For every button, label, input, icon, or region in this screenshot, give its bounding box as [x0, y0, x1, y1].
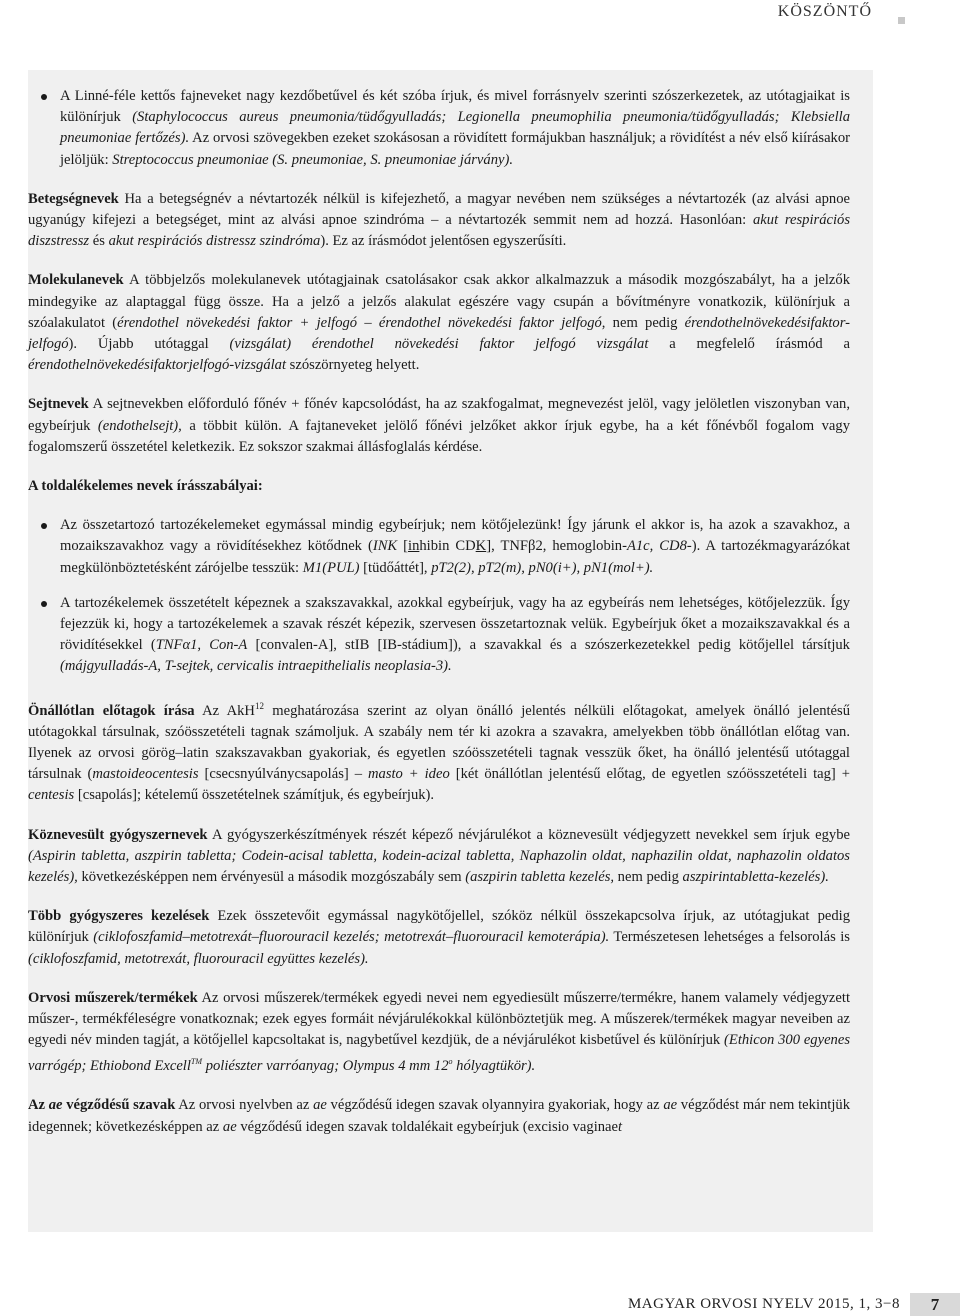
paragraph-heading: Köznevesült gyógyszernevek	[28, 826, 208, 843]
bullet-linne: A Linné-féle kettős fajneveket nagy kezdőbetűvel és két szóba írjuk, és mivel forrásnyelv szerinti szószerkezetek, az utótagjaikat is különírjuk (Staphylococcus aureus pneumonia/tüdőgyulladás; Legionella pneumophilia pneumonia/tüdőgyulladás; Klebsiella pneumoniae fertőzés). Az orvosi szövegekben ezeket szokásosan a rövidített formájukban használjuk; a rövidítést a név első kiírásakor jelöljük: Streptococcus pneumoniae (S. pneumoniae, S. pneumoniae járvány).	[28, 86, 850, 171]
section-label: KÖSZÖNTŐ	[777, 3, 872, 20]
journal-citation: MAGYAR ORVOSI NYELV 2015, 1, 3−8	[627, 1296, 900, 1312]
paragraph-heading: Orvosi műszerek/termékek	[28, 989, 198, 1006]
paragraph-heading: Az ae végződésű szavak	[28, 1097, 176, 1114]
section-heading-toldalek: A toldalékelemes nevek írásszabályai:	[28, 478, 263, 495]
paragraph-tobb-gyogyszeres-kezelesek: Több gyógyszeres kezelések Ezek összetevőit egymással nagykötőjellel, szóköz nélkül összekapcsolva írjuk, az utótagjukat pedig különírjuk (ciklofoszfamid–metotrexát–fluorouracil kezelés; metotrexát–fluorouracil kemoterápia). Természetesen lehetséges a felsorolás is (ciklofoszfamid, metotrexát, fluorouracil együttes kezelés).	[28, 908, 850, 967]
paragraph-orvosi-muszerek: Orvosi műszerek/termékek Az orvosi műszerek/termékek egyedi nevei nem egyediesült műszerre/termékre, hanem valamely védjegyzett műszer-, termékféleségre vonatkoznak; ezek egyes formáit névjárulékokkal különböztetjük meg. A műszerek/termékek magyar neveiben az egyedi név minden tagját, a kötőjellel kapcsoltakat is, nagybetűvel kezdjük, de a névjárulékot kisbetűvel és különírjuk (Ethicon 300 egyenes varrógép; Ethiobond Excell™ poliészter varróanyag; Olympus 4 mm 12$^o$ hólyagtükör).	[28, 989, 850, 1075]
paragraph-betegsegnevek: Betegségnevek Ha a betegségnév a névtartozék nélkül is kifejezhető, a magyar nevében nem szükséges a névtartozék (az alvási apnoe ugyanúgy kifejezi a betegséget, mint az alvási apnoe szindróma – a névtartozék semmit nem ad hozzá. Hasonlóan: akut respirációs diszstressz és akut respirációs distressz szindróma). Ez az írásmódot jelentősen egyszerűsíti.	[28, 190, 851, 250]
page-number: 7	[910, 1293, 960, 1316]
paragraph-sejtnevek: Sejtnevek A sejtnevekben előforduló főnév + főnév kapcsolódást, ha az szakfogalmat, megnevezést jelöl, vagy jelöletlen viszonyban van, egybeírjuk (endothelsejt), a többit külön. A fajtaneveket jelölő főnévi jelzőket akkor írjuk egybe, ha a két főnévből fogalom vagy fogalomszerű összetétel keletkezik. Ez sokszor szakmai állásfoglalás kérdése.	[28, 396, 850, 455]
page-footer	[628, 1293, 960, 1316]
paragraph-onallotlan-elotagok: Önállótlan előtagok írása Az AkH$^{12}$ meghatározása szerint az olyan önálló jelentés nélküli előtagokat, amelyek önálló jelentésű utótagokkal társulnak, szóösszetételi tagnak számoljuk. A szabály nem tér ki azokra a szavakra, amelyekben több önállótlan előtag van. Ilyenek az orvosi görög–latin szakszavakban gyakoriak, és egyetlen szóösszetételi tagnak vesszük őket, ha önálló jelentésű utótaggal társulnak (mastoideocentesis [csecsnyúlványcsapolás] – masto + ideo [két önállótlan jelentésű előtag, de egyetlen szóösszetételi tag] + centesis [csapolás]; kételemű összetételnek számítjuk, és egybeírjuk).	[28, 700, 850, 804]
bullet-dot	[41, 94, 47, 100]
header-marker	[898, 17, 905, 24]
paragraph-heading: Molekulanevek	[28, 272, 124, 289]
paragraph-heading: Több gyógyszeres kezelések	[28, 908, 210, 925]
paragraph-ae-vegzodesu-szavak: Az ae végződésű szavak Az orvosi nyelvben az ae végződésű idegen szavak olyannyira gyakoriak, hogy az ae végződést már nem tekintjük idegennek; következésképpen az ae végződésű idegen szavak toldalékait egybeírjuk (excisio vaginaet	[28, 1097, 850, 1135]
paragraph-heading: Sejtnevek	[28, 396, 89, 413]
paragraph-molekulanevek: Molekulanevek A többjelzős molekulanevek utótagjainak csatolásakor csak akkor alkalmazzuk a második mozgószabályt, ha a jelzők mindegyike az alaptaggal függ össze. Ha a jelző a jelzős alakulat egészére vagy csupán a bővítményre vonatkozik, különírjuk a szóalakulatot (érendothel növekedési faktor + jelfogó – érendothel növekedési faktor jelfogó, nem pedig érendothelnövekedésifaktor-jelfogó). Újabb utótaggal (vizsgálat) érendothel növekedési faktor jelfogó vizsgálat a megfelelő írásmód a érendothelnövekedésifaktorjelfogó-vizsgálat szószörnyeteg helyett.	[28, 272, 850, 374]
bullet-tartozek-osszetetel: A tartozékelemek összetételt képeznek a szakszavakkal, azokkal egybeírjuk, vagy ha az egybeírás nem lehetséges, kötőjelezzük. Így fejezzük ki, hogy a tartozékelemek a szavak részét képezik, szervesen összetartoznak velük. Egybeírjuk őket a mozaikszavakkal és a rövidítésekkel (TNFα1, Con-A [convalen-A], stIB [IB-stádium]), a szavakkal és a szószerkezetekkel pedig kötőjellel társítjuk (májgyulladás-A, T-sejtek, cervicalis intraepithelialis neoplasia-3).	[28, 593, 850, 678]
bullet-dot	[41, 523, 47, 529]
paragraph-heading: Betegségnevek	[28, 190, 119, 207]
paragraph-koznevesult-gyogyszernevek: Köznevesült gyógyszernevek A gyógyszerkészítmények részét képező névjárulékot a köznevesült védjegyzett nevekkel sem írjuk egybe (Aspirin tabletta, aszpirin tabletta; Codein-acisal tabletta, kodein-acizal tabletta, Naphazolin oldat, naphazilin oldat, naphazolin oldatos kezelés), következésképpen nem érvényesül a második mozgószabály sem (aszpirin tabletta kezelés, nem pedig aszpirintabletta-kezelés).	[28, 826, 851, 885]
bullet-tartozek-egybeiras: Az összetartozó tartozékelemeket egymással mindig egybeírjuk; nem kötőjelezünk! Így járunk el akkor is, ha azok a szavakhoz, a mozaikszavakhoz vagy a rövidítésekhez kötődnek (INK [inhibin CDK], TNFβ2, hemoglobin-A1c, CD8-). A tartozékmagyarázókat megkülönböztetésként zárójelbe tesszük: M1(PUL) [tüdőáttét], pT2(2), pT2(m), pN0(i+), pN1(mol+).	[28, 515, 850, 579]
paragraph-heading: Önállótlan előtagok írása	[28, 702, 195, 719]
article-body	[28, 86, 850, 1138]
bullet-dot	[41, 601, 47, 607]
